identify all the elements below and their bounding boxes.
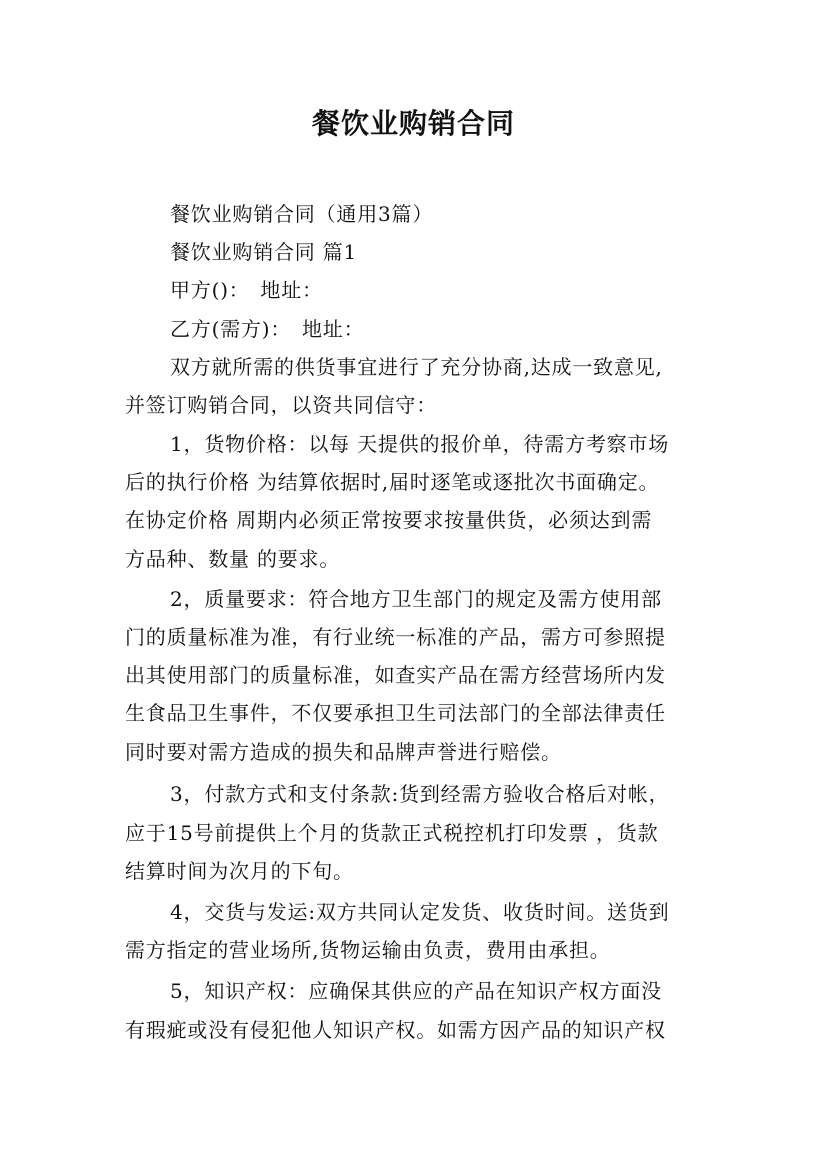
section-heading: 餐饮业购销合同 篇1	[170, 240, 358, 264]
clause-1-line: 方品种、数量 的要求。	[125, 547, 341, 571]
clause-5-line: 有瑕疵或没有侵犯他人知识产权。如需方因产品的知识产权	[125, 1018, 666, 1042]
clause-5-line: 5，知识产权：应确保其供应的产品在知识产权方面没	[170, 979, 662, 1003]
clause-2-line: 同时要对需方造成的损失和品牌声誉进行赔偿。	[125, 740, 562, 764]
clause-3-line: 结算时间为次月的下旬。	[125, 859, 354, 883]
clause-1-line: 1，货物价格：以每 天提供的报价单，待需方考察市场	[170, 432, 670, 456]
party-b-line: 乙方(需方)： 地址：	[170, 317, 365, 341]
clause-3-line: 应于15号前提供上个月的货款正式税控机打印发票 ，货款	[125, 821, 659, 845]
clause-2-line: 2，质量要求：符合地方卫生部门的规定及需方使用部	[170, 587, 662, 611]
clause-3-line: 3，付款方式和支付条款:货到经需方验收合格后对帐，	[170, 782, 670, 806]
clause-4-line: 4，交货与发运:双方共同认定发货、收货时间。送货到	[170, 900, 670, 924]
clause-1-line: 后的执行价格 为结算依据时,届时逐笔或逐批次书面确定。	[125, 470, 660, 494]
clause-2-line: 生食品卫生事件，不仅要承担卫生司法部门的全部法律责任	[125, 701, 666, 725]
clause-4-line: 需方指定的营业场所,货物运输由负责，费用由承担。	[125, 938, 611, 962]
clause-1-line: 在协定价格 周期内必须正常按要求按量供货，必须达到需	[125, 508, 653, 532]
document-title: 餐饮业购销合同	[311, 107, 515, 140]
clause-2-line: 门的质量标准为准，有行业统一标准的产品，需方可参照提	[125, 625, 666, 649]
body-line: 双方就所需的供货事宜进行了充分协商,达成一致意见,	[170, 355, 663, 379]
body-line: 并签订购销合同，以资共同信守：	[125, 393, 437, 417]
subtitle-line: 餐饮业购销合同（通用3篇）	[170, 202, 434, 226]
party-a-line: 甲方()： 地址：	[170, 278, 323, 302]
clause-2-line: 出其使用部门的质量标准，如查实产品在需方经营场所内发	[125, 663, 666, 687]
